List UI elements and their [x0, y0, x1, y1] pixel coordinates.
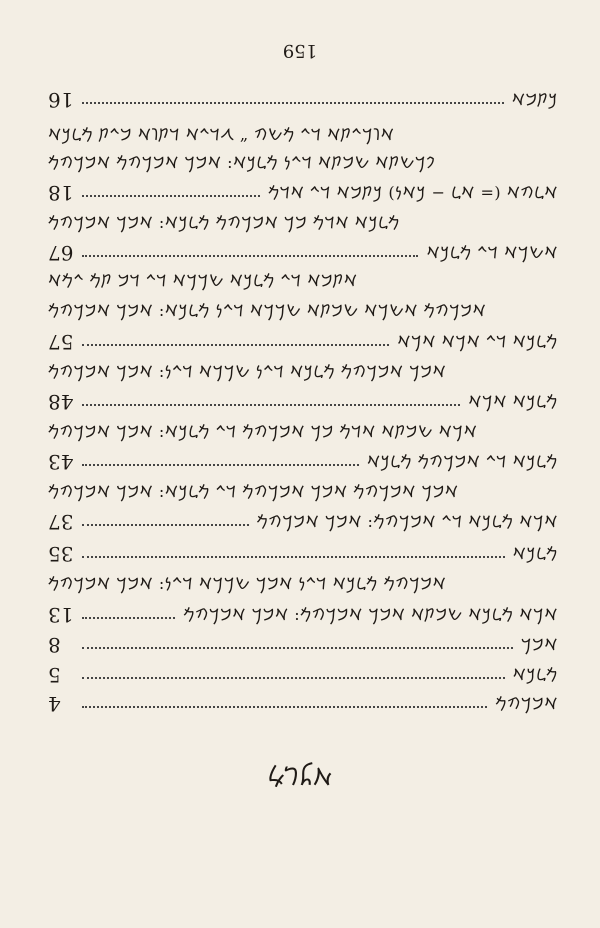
entry-number: 37	[48, 510, 74, 534]
toc-line	[48, 420, 558, 444]
entry-number: 16	[48, 88, 74, 112]
leader-dots	[82, 344, 389, 346]
entry-text: 𐡀𐡕𐡁𐡀 𐡃𐡉 𐡌𐡋𐡊𐡀 𐡔𐡓𐡓𐡀 𐡃𐡉 𐡃𐡁 𐡕𐡌 𐡉𐡌𐡀	[48, 271, 358, 290]
toc-line	[48, 211, 558, 235]
entry-number: 18	[48, 181, 74, 205]
leader-dots	[82, 404, 460, 406]
toc-line	[48, 572, 558, 596]
entry-number: 13	[48, 603, 74, 627]
toc-line	[48, 330, 558, 354]
toc-line	[48, 633, 558, 657]
entry-text: 𐡀𐡁𐡓𐡄𐡌	[495, 694, 558, 713]
entry-text: 𐡀𐡁𐡓	[520, 635, 558, 654]
leader-dots	[82, 255, 418, 257]
entry-text: 𐡀𐡓𐡀 𐡌𐡋𐡊𐡀 𐡃𐡉 𐡀𐡁𐡓𐡄𐡌: 𐡀𐡁𐡓 𐡀𐡁𐡓𐡄𐡌	[256, 512, 558, 531]
entry-text: 𐡀𐡓𐡀 𐡌𐡋𐡊𐡀 𐡔𐡁𐡕𐡀 𐡀𐡁𐡓 𐡀𐡁𐡓𐡄𐡌: 𐡀𐡁𐡓 𐡀𐡁𐡓𐡄𐡌	[183, 605, 558, 624]
entry-text: 𐡀𐡓𐡀 𐡔𐡁𐡕𐡀 𐡀𐡃𐡌 𐡁𐡓 𐡀𐡁𐡓𐡄𐡌 𐡃𐡉 𐡌𐡋𐡊𐡀: 𐡀𐡁𐡓 𐡀𐡁𐡓𐡄𐡌	[48, 422, 478, 441]
toc-line	[48, 390, 558, 414]
leader-dots	[82, 706, 487, 708]
toc-line	[48, 88, 558, 112]
entry-number: 67	[48, 241, 74, 265]
toc-line	[48, 269, 558, 293]
entry-number: 48	[48, 390, 74, 414]
toc-line	[48, 151, 558, 175]
toc-line	[48, 360, 558, 384]
entry-number: 35	[48, 542, 74, 566]
entry-text: 𐡀𐡁𐡓𐡄𐡌 𐡀𐡔𐡓𐡀 𐡔𐡁𐡕𐡀 𐡔𐡓𐡓𐡀 𐡃𐡉𐡍 𐡌𐡋𐡊𐡀: 𐡀𐡁𐡓 𐡀𐡁𐡓𐡄𐡌	[48, 301, 487, 320]
toc-line	[48, 123, 558, 147]
leader-dots	[82, 195, 260, 197]
leader-dots	[82, 556, 505, 558]
page-number: 159	[282, 40, 318, 61]
leader-dots	[82, 102, 504, 104]
toc-line	[48, 480, 558, 504]
entry-text: 𐡀𐡋𐡄𐡀 (= 𐡀𐡋 − 𐡊𐡀𐡍) 𐡊𐡕𐡁𐡀 𐡃𐡉 𐡀𐡃𐡌	[268, 183, 558, 202]
entry-number: 4	[48, 692, 61, 716]
toc-line	[48, 663, 558, 687]
entry-text: 𐡌𐡋𐡊𐡀	[512, 544, 558, 563]
toc-line	[48, 450, 558, 474]
entry-text: 𐡐𐡓𐡔𐡕𐡀 𐡔𐡁𐡕𐡀 𐡃𐡉𐡍 𐡌𐡋𐡊𐡀: 𐡀𐡁𐡓 𐡀𐡁𐡓𐡄𐡌 𐡀𐡁𐡓𐡄𐡌	[48, 153, 436, 172]
entry-text: 𐡌𐡋𐡊𐡀 𐡃𐡉 𐡀𐡁𐡓𐡄𐡌 𐡌𐡋𐡊𐡀	[366, 452, 558, 471]
entry-number: 8	[48, 633, 61, 657]
entry-text: 𐡀𐡔𐡓𐡀 𐡃𐡉 𐡌𐡋𐡊𐡀	[426, 243, 558, 262]
toc-line	[48, 542, 558, 566]
entry-text: 𐡌𐡋𐡊𐡀 𐡃𐡉 𐡀𐡓𐡀 𐡀𐡓𐡀	[397, 332, 558, 351]
leader-dots	[82, 647, 513, 649]
entry-text: 𐡊𐡕𐡁𐡀	[511, 90, 558, 109]
entry-text: 𐡀𐡅𐡓𐡉𐡕𐡀 𐡃𐡉 𐡌𐡔𐡄 „ 𐡂𐡃𐡉𐡀 𐡃𐡕𐡅𐡀 𐡁𐡉𐡕 𐡌𐡋𐡊𐡀	[48, 125, 395, 144]
leader-dots	[82, 464, 359, 466]
toc-line	[48, 603, 558, 627]
entry-number: 57	[48, 330, 74, 354]
entry-text: 𐡌𐡋𐡊𐡀 𐡀𐡓𐡀	[468, 392, 558, 411]
leader-dots	[82, 617, 175, 619]
leader-dots	[82, 677, 505, 679]
entry-number: 5	[48, 663, 61, 687]
entry-text: 𐡀𐡁𐡓 𐡀𐡁𐡓𐡄𐡌 𐡀𐡁𐡓 𐡀𐡁𐡓𐡄𐡌 𐡃𐡉 𐡌𐡋𐡊𐡀: 𐡀𐡁𐡓 𐡀𐡁𐡓𐡄𐡌	[48, 482, 459, 501]
leader-dots	[82, 524, 249, 526]
entry-text: 𐡀𐡁𐡓𐡄𐡌 𐡌𐡋𐡊𐡀 𐡃𐡉𐡍 𐡀𐡁𐡓 𐡔𐡓𐡓𐡀 𐡃𐡉𐡍: 𐡀𐡁𐡓 𐡀𐡁𐡓𐡄𐡌	[48, 574, 447, 593]
toc-line	[48, 692, 558, 716]
toc-line	[48, 241, 558, 265]
entry-number: 43	[48, 450, 74, 474]
bottom-title: 𐡌𐡋𐡊𐡀	[267, 762, 333, 790]
entry-text: 𐡌𐡋𐡊𐡀 𐡀𐡃𐡌 𐡁𐡓 𐡀𐡁𐡓𐡄𐡌 𐡌𐡋𐡊𐡀: 𐡀𐡁𐡓 𐡀𐡁𐡓𐡄𐡌	[48, 213, 401, 232]
toc-line	[48, 510, 558, 534]
entry-text: 𐡀𐡁𐡓 𐡀𐡁𐡓𐡄𐡌 𐡌𐡋𐡊𐡀 𐡃𐡉𐡍 𐡔𐡓𐡓𐡀 𐡃𐡉𐡍: 𐡀𐡁𐡓 𐡀𐡁𐡓𐡄𐡌	[48, 362, 447, 381]
entry-text: 𐡌𐡋𐡊𐡀	[512, 665, 558, 684]
toc-line	[48, 181, 558, 205]
toc-line	[48, 299, 558, 323]
